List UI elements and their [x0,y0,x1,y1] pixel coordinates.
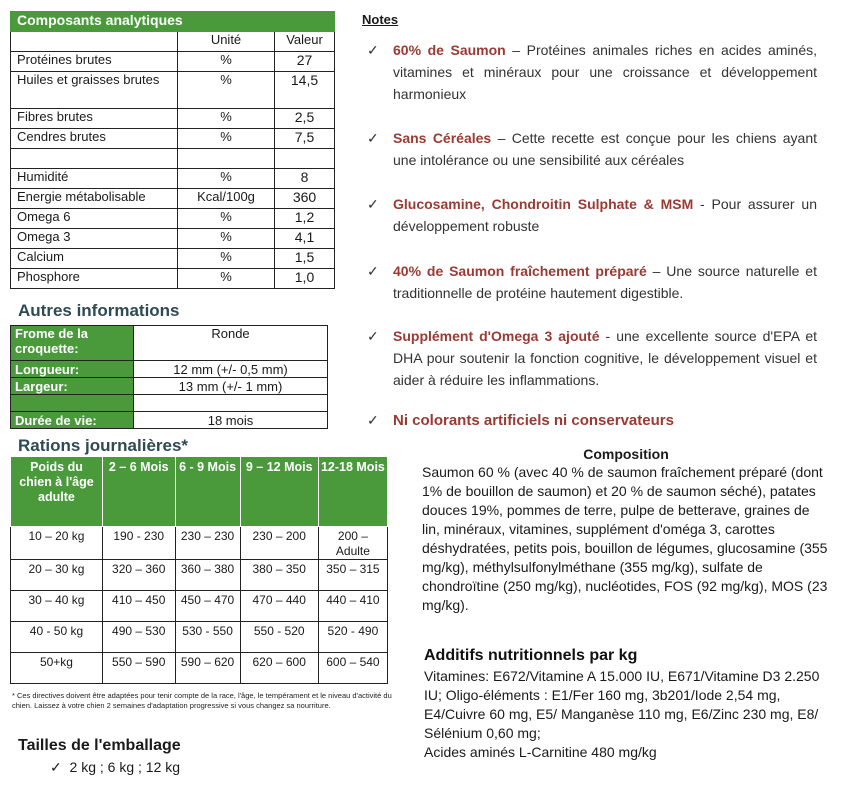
unit-header: Unité [178,32,275,52]
table-row: Omega 6 % 1,2 [11,209,335,229]
rations-header: Poids du chien à l'âge adulte [11,457,103,527]
table-row: 50+kg 550 – 590 590 – 620 620 – 600 600 – 540 [11,653,388,684]
table-row: Omega 3 % 4,1 [11,229,335,249]
table-row: 20 – 30 kg 320 – 360 360 – 380 380 – 350 350 – 315 [11,560,388,591]
rations-header: 12-18 Mois [318,457,387,527]
rations-header: 6 - 9 Mois [175,457,240,527]
table-row: Fibres brutes % 2,5 [11,109,335,129]
rations-header: 9 – 12 Mois [240,457,318,527]
additives-body [424,667,836,762]
note-item: ✓ 60% de Saumon – Protéines animales riches en acides aminés, vitamines et minéraux pour une croissance et développement harmonieux [367,39,817,105]
check-icon: ✓ [367,263,379,279]
analytic-title: Composants analytiques [11,12,335,32]
table-row: Longueur: 12 mm (+/- 0,5 mm) [11,361,328,378]
note-item: ✓ 40% de Saumon fraîchement préparé – Une source naturelle et traditionnelle de protéine hautement digestible. [367,260,817,304]
check-icon: ✓ [367,42,379,58]
additives-text: Vitamines: E672/Vitamine A 15.000 IU, E671/Vitamine D3 2.250 IU; Oligo-éléments : E1/Fer 160 mg, 3b201/Iode 2,54 mg, E4/Cuivre 60 mg, E5/ Manganèse 110 mg, E6/Zinc 230 mg, E8/ Sélénium 0,60 mg; [424,668,820,741]
table-row: 30 – 40 kg 410 – 450 450 – 470 470 – 440 440 – 410 [11,591,388,622]
table-row: Phosphore % 1,0 [11,269,335,289]
rations-footnote: * Ces directives doivent être adaptées pour tenir compte de la race, l'âge, le tempérament et le niveau d'activité du chien. Laissez à votre chien 2 semaines d'adaptation progressive si vous changez sa nourriture. [12,691,392,710]
packaging-title: Tailles de l'emballage [18,737,181,754]
table-row: 40 - 50 kg 490 – 530 530 - 550 550 - 520 520 - 490 [11,622,388,653]
rations-table [10,456,388,684]
additives-amino-acids: Acides aminés L-Carnitine 480 mg/kg [424,744,657,760]
packaging-sizes [50,759,180,776]
additives-title: Additifs nutritionnels par kg [424,647,638,664]
value-header: Valeur [275,32,335,52]
check-icon: ✓ [50,759,62,775]
table-row [11,395,328,412]
composition-text: Saumon 60 % (avec 40 % de saumon fraîchement préparé (dont 1% de bouillon de saumon) et 20 % de saumon séché), patates douces 19%, pommes de terre, pulpe de betterave, graines de lin, minéraux, vitamines, supplément d'oméga 3, carottes déshydratées, petits pois, bouillon de légumes, glucosamine (355 mg/kg), méthylsulfonylméthane (355 mg/kg), sulfate de chondroïtine (250 mg/kg), nucléotides, FOS (92 mg/kg), MOS (23 mg/kg). [422,464,828,613]
table-row: Largeur: 13 mm (+/- 1 mm) [11,378,328,395]
table-row: Protéines brutes % 27 [11,52,335,72]
table-row: Durée de vie: 18 mois [11,412,328,429]
autres-table [10,325,328,429]
table-row: Humidité % 8 [11,169,335,189]
note-item: ✓ Ni colorants artificiels ni conservateurs [367,409,817,432]
composition-title: Composition [583,446,669,462]
analytic-components-table [10,11,335,289]
table-row: Calcium % 1,5 [11,249,335,269]
autres-title: Autres informations [18,301,180,320]
packaging-text: 2 kg ; 6 kg ; 12 kg [69,759,181,775]
note-item: ✓ Supplément d'Omega 3 ajouté - une excellente source d'EPA et DHA pour soutenir la fonction cognitive, le développement visuel et aider à réduire les inflammations. [367,325,817,391]
rations-title: Rations journalières* [18,436,189,455]
table-row: Cendres brutes % 7,5 [11,129,335,149]
table-row: 10 – 20 kg 190 - 230 230 – 230 230 – 200 200 – Adulte [11,527,388,560]
table-row: Huiles et graisses brutes % 14,5 [11,72,335,109]
table-row: Frome de la croquette: Ronde [11,326,328,361]
notes-title: Notes [362,12,399,27]
rations-header: 2 – 6 Mois [102,457,175,527]
check-icon: ✓ [367,328,379,344]
check-icon: ✓ [367,412,379,428]
table-row [11,149,335,169]
note-item: ✓ Sans Céréales – Cette recette est conçue pour les chiens ayant une intolérance ou une sensibilité aux céréales [367,127,817,171]
note-item: ✓ Glucosamine, Chondroitin Sulphate & MSM - Pour assurer un développement robuste [367,193,817,237]
check-icon: ✓ [367,130,379,146]
check-icon: ✓ [367,196,379,212]
table-row: Energie métabolisable Kcal/100g 360 [11,189,335,209]
